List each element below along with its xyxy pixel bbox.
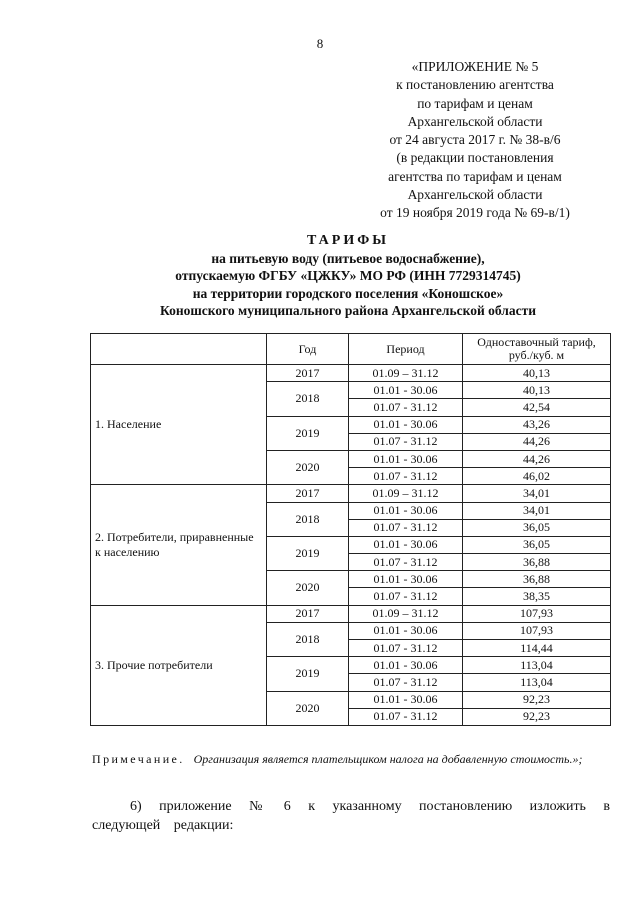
category-cell: 1. Население: [91, 365, 267, 485]
period-cell: 01.07 - 31.12: [349, 399, 463, 416]
column-header-period: Период: [349, 334, 463, 365]
appendix-line: по тарифам и ценам: [417, 95, 533, 111]
title-line: Коношского муниципального района Архангельской области: [159, 303, 536, 318]
category-cell: 3. Прочие потребители: [91, 605, 267, 725]
category-cell: 2. Потребители, приравненные к населению: [91, 485, 267, 605]
tariff-cell: 107,93: [463, 605, 611, 622]
year-cell: 2020: [267, 691, 349, 725]
title-line: отпускаемую ФГБУ «ЦЖКУ» МО РФ (ИНН 7729314745): [175, 268, 521, 283]
table-row: [91, 365, 611, 382]
period-cell: 01.07 - 31.12: [349, 519, 463, 536]
appendix-line: агентства по тарифам и ценам: [388, 168, 562, 184]
document-title: [80, 232, 616, 320]
tariff-cell: 42,54: [463, 399, 611, 416]
year-cell: 2020: [267, 571, 349, 605]
column-header-year: Год: [267, 334, 349, 365]
column-header-tariff: Одноставочный тариф, руб./куб. м: [463, 334, 611, 365]
appendix-line: «ПРИЛОЖЕНИЕ № 5: [411, 59, 539, 74]
period-cell: 01.01 - 30.06: [349, 691, 463, 708]
tariff-cell: 40,13: [463, 382, 611, 399]
year-cell: 2017: [267, 365, 349, 382]
table-row: [91, 485, 611, 502]
tariff-cell: 38,35: [463, 588, 611, 605]
tariff-cell: 114,44: [463, 640, 611, 657]
tariff-cell: 40,13: [463, 365, 611, 382]
period-cell: 01.07 - 31.12: [349, 554, 463, 571]
period-cell: 01.01 - 30.06: [349, 622, 463, 639]
appendix-line: к постановлению агентства: [396, 77, 554, 93]
period-cell: 01.07 - 31.12: [349, 674, 463, 691]
year-cell: 2019: [267, 657, 349, 691]
note-label: Примечание.: [92, 752, 185, 766]
tariff-cell: 113,04: [463, 674, 611, 691]
period-cell: 01.07 - 31.12: [349, 640, 463, 657]
appendix-line: Архангельской области: [407, 113, 543, 129]
year-cell: 2018: [267, 502, 349, 536]
period-cell: 01.07 - 31.12: [349, 708, 463, 725]
title-line: на питьевую воду (питьевое водоснабжение),: [211, 250, 485, 266]
year-cell: 2017: [267, 605, 349, 622]
tariff-cell: 34,01: [463, 485, 611, 502]
tariff-cell: 44,26: [463, 433, 611, 450]
title-main: ТАРИФЫ: [307, 233, 389, 248]
tariff-cell: 92,23: [463, 691, 611, 708]
note-text: Организация является плательщиком налога на добавленную стоимость.»;: [193, 752, 583, 766]
year-cell: 2019: [267, 416, 349, 450]
tariff-cell: 46,02: [463, 468, 611, 485]
tariff-cell: 36,88: [463, 554, 611, 571]
tariff-cell: 34,01: [463, 502, 611, 519]
period-cell: 01.01 - 30.06: [349, 502, 463, 519]
title-line: на территории городского поселения «Коношское»: [192, 285, 504, 301]
tariff-cell: 36,05: [463, 536, 611, 553]
table-row: [91, 605, 611, 622]
tariff-table: [90, 333, 611, 726]
appendix-line: от 19 ноября 2019 года № 69-в/1): [380, 205, 570, 221]
appendix-line: (в редакции постановления: [396, 150, 554, 166]
period-cell: 01.07 - 31.12: [349, 468, 463, 485]
period-cell: 01.01 - 30.06: [349, 571, 463, 588]
period-cell: 01.01 - 30.06: [349, 657, 463, 674]
year-cell: 2018: [267, 382, 349, 416]
appendix-line: Архангельской области: [407, 187, 543, 203]
tariff-cell: 92,23: [463, 708, 611, 725]
tariff-cell: 43,26: [463, 416, 611, 433]
instruction-paragraph: 6) приложение № 6 к указанному постановлению изложить в следующей редакции:: [92, 799, 610, 833]
year-cell: 2020: [267, 450, 349, 484]
tariff-cell: 44,26: [463, 450, 611, 467]
table-header-row: [91, 334, 611, 365]
tariff-cell: 107,93: [463, 622, 611, 639]
year-cell: 2019: [267, 536, 349, 570]
period-cell: 01.07 - 31.12: [349, 588, 463, 605]
year-cell: 2018: [267, 622, 349, 656]
year-cell: 2017: [267, 485, 349, 502]
period-cell: 01.01 - 30.06: [349, 450, 463, 467]
appendix-header: [350, 58, 600, 223]
appendix-line: от 24 августа 2017 г. № 38-в/6: [389, 132, 561, 148]
period-cell: 01.09 – 31.12: [349, 365, 463, 382]
period-cell: 01.01 - 30.06: [349, 416, 463, 433]
tariff-table-body: [91, 365, 611, 726]
note: [92, 752, 610, 768]
period-cell: 01.09 – 31.12: [349, 605, 463, 622]
period-cell: 01.07 - 31.12: [349, 433, 463, 450]
tariff-cell: 113,04: [463, 657, 611, 674]
tariff-cell: 36,05: [463, 519, 611, 536]
tariff-cell: 36,88: [463, 571, 611, 588]
period-cell: 01.01 - 30.06: [349, 382, 463, 399]
column-header-category: [91, 334, 267, 365]
page-number: 8: [316, 36, 324, 51]
period-cell: 01.01 - 30.06: [349, 536, 463, 553]
period-cell: 01.09 – 31.12: [349, 485, 463, 502]
